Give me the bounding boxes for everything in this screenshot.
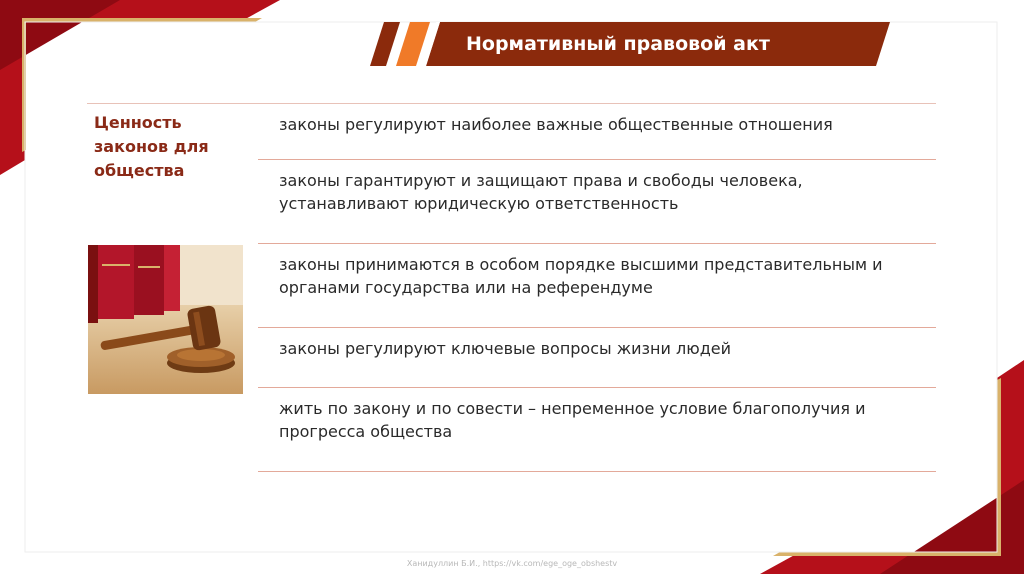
list-item xyxy=(258,160,936,244)
list-item xyxy=(258,388,936,472)
section-heading: Ценность законов для общества xyxy=(94,113,209,180)
list-item-text: жить по закону и по совести – непременное условие благополучия и прогресса общества xyxy=(279,399,866,441)
values-list xyxy=(258,104,936,472)
list-item xyxy=(258,328,936,388)
list-item xyxy=(258,244,936,328)
title-banner xyxy=(370,22,890,66)
list-item-text: законы принимаются в особом порядке высшими представительным и органами государства или на референдуме xyxy=(279,255,883,297)
gavel-icon xyxy=(88,245,243,394)
page-title: Нормативный правовой акт xyxy=(466,33,770,55)
gavel-photo xyxy=(88,245,243,394)
footer-credit: Ханидуллин Б.И., https://vk.com/ege_oge_obshestv xyxy=(406,559,618,568)
list-item-text: законы гарантируют и защищают права и свободы человека, устанавливают юридическую ответственность xyxy=(279,171,803,213)
list-item xyxy=(258,104,936,160)
list-item-text: законы регулируют наиболее важные общественные отношения xyxy=(279,115,833,134)
list-item-text: законы регулируют ключевые вопросы жизни людей xyxy=(279,339,731,358)
